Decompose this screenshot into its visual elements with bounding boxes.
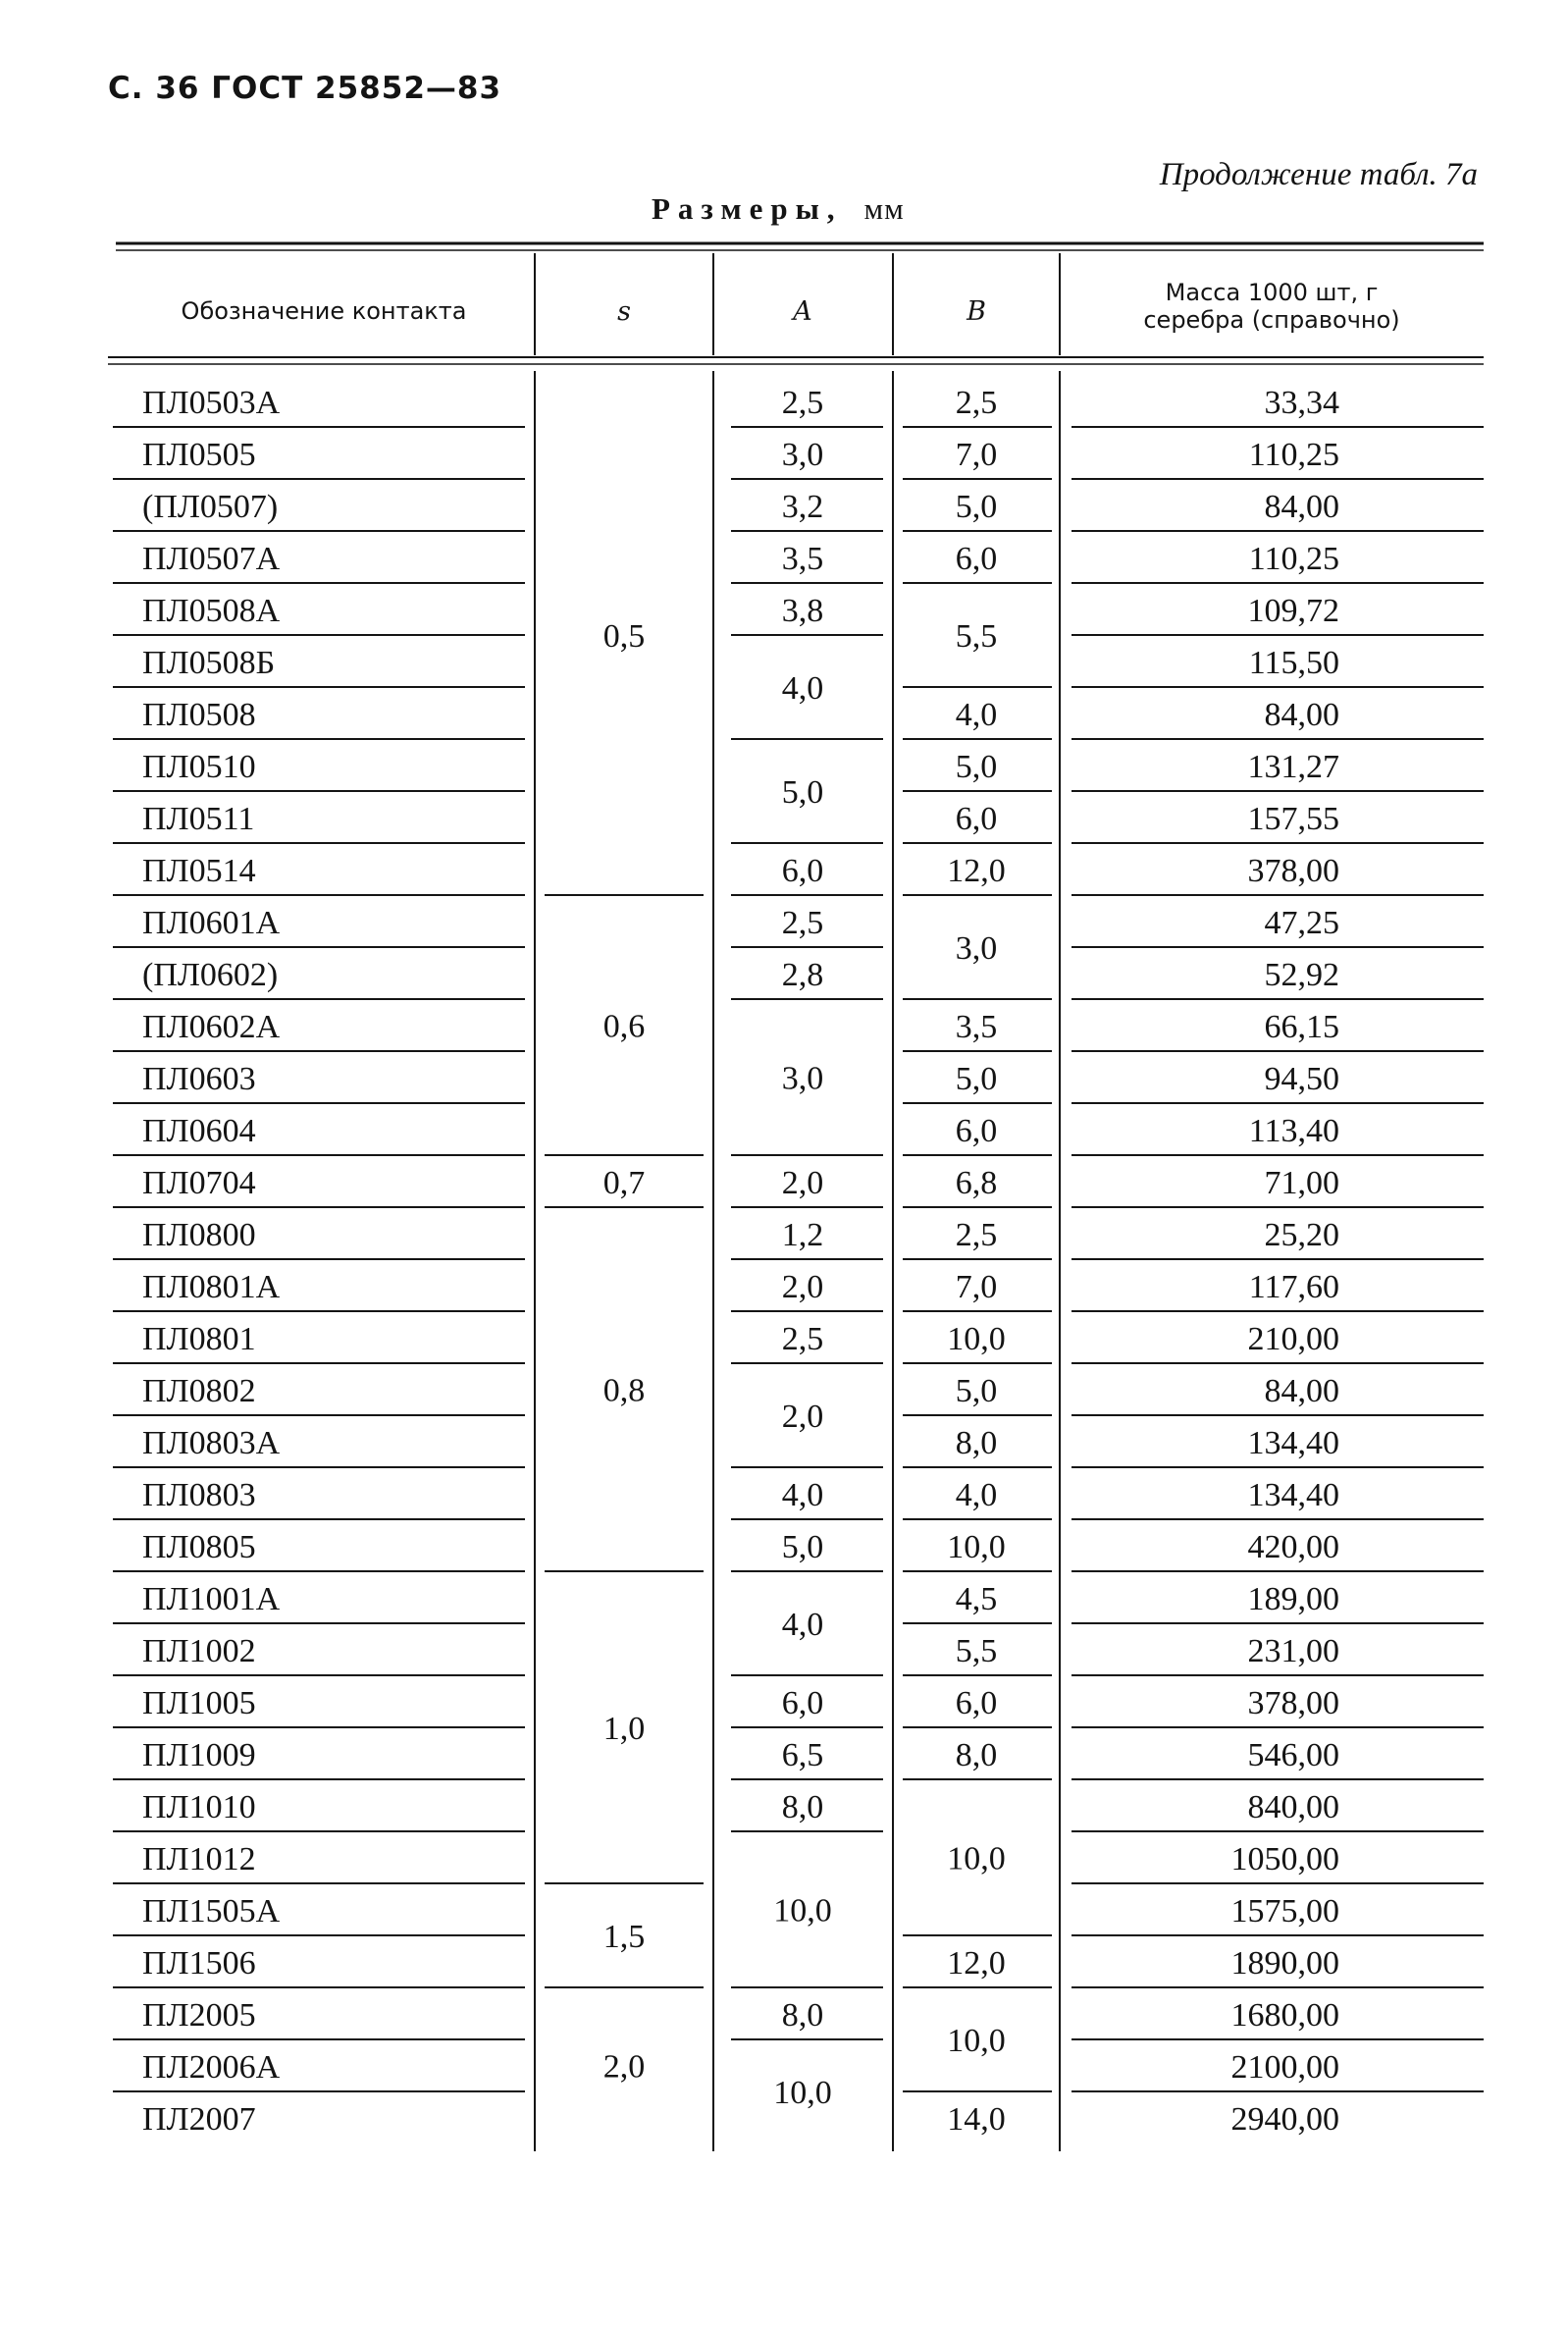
a-cell: 2,0 [781,1269,824,1305]
designation-cell: ПЛ0508 [142,697,256,733]
a-cell: 2,5 [781,385,824,421]
mass-cell: 110,25 [1248,541,1339,577]
a-cell: 5,0 [781,774,824,811]
designation-cell: ПЛ0514 [142,853,256,889]
page-header: С. 36 ГОСТ 25852—83 [108,71,502,106]
b-cell: 6,8 [955,1165,998,1201]
mass-cell: 84,00 [1264,489,1339,525]
s-cell: 1,5 [602,1919,646,1955]
b-cell: 8,0 [955,1737,998,1773]
mass-cell: 2100,00 [1230,2049,1339,2086]
a-cell: 2,5 [781,905,824,941]
dimensions-unit: мм [863,191,905,226]
designation-cell: ПЛ1506 [142,1945,256,1982]
designation-cell: ПЛ0803А [142,1425,281,1461]
b-cell: 5,5 [955,1633,998,1669]
b-cell: 4,0 [955,697,998,733]
b-cell: 8,0 [955,1425,998,1461]
designation-cell: ПЛ1005 [142,1685,256,1721]
a-cell: 4,0 [781,670,824,707]
mass-cell: 84,00 [1264,697,1339,733]
mass-cell: 47,25 [1264,905,1339,941]
designation-cell: ПЛ0704 [142,1165,256,1201]
mass-cell: 94,50 [1264,1061,1339,1097]
designation-cell: ПЛ1009 [142,1737,256,1773]
mass-cell: 1050,00 [1230,1841,1339,1877]
a-cell: 3,2 [781,489,824,525]
b-cell: 5,5 [955,618,998,655]
designation-cell: ПЛ1010 [142,1789,256,1825]
designation-cell: ПЛ0508А [142,593,281,629]
b-cell: 7,0 [955,1269,998,1305]
mass-cell: 210,00 [1247,1321,1339,1357]
designation-cell: ПЛ2006А [142,2049,281,2086]
b-cell: 7,0 [955,437,998,473]
designation-cell: ПЛ1001А [142,1581,281,1617]
a-cell: 2,0 [781,1399,824,1435]
s-cell: 0,6 [602,1008,646,1045]
designation-cell: ПЛ0508Б [142,645,276,681]
a-cell: 3,0 [781,1060,824,1097]
a-cell: 6,0 [781,1685,824,1721]
a-cell: 2,0 [781,1165,824,1201]
designation-cell: ПЛ0803 [142,1477,256,1513]
mass-cell: 134,40 [1247,1425,1339,1461]
designation-cell: ПЛ1002 [142,1633,256,1669]
a-cell: 5,0 [781,1529,824,1565]
b-cell: 12,0 [947,1945,1006,1982]
b-cell: 14,0 [947,2101,1006,2138]
b-cell: 10,0 [947,1840,1006,1877]
mass-cell: 546,00 [1247,1737,1339,1773]
mass-cell: 189,00 [1247,1581,1339,1617]
mass-cell: 117,60 [1248,1269,1339,1305]
designation-cell: ПЛ0511 [142,801,255,837]
column-header-mass-line2: серебра (справочно) [1143,306,1400,334]
mass-cell: 231,00 [1247,1633,1339,1669]
s-cell: 1,0 [602,1711,646,1747]
a-cell: 6,0 [781,853,824,889]
column-header-a: A [793,296,812,327]
designation-cell: ПЛ2005 [142,1997,256,2034]
b-cell: 2,5 [955,1217,998,1253]
a-cell: 2,8 [781,957,824,993]
mass-cell: 1890,00 [1230,1945,1339,1982]
b-cell: 6,0 [955,1113,998,1149]
b-cell: 5,0 [955,1061,998,1097]
designation-cell: ПЛ0505 [142,437,256,473]
mass-cell: 109,72 [1247,593,1339,629]
mass-cell: 52,92 [1264,957,1339,993]
b-cell: 4,5 [955,1581,998,1617]
mass-cell: 420,00 [1247,1529,1339,1565]
a-cell: 3,5 [781,541,824,577]
mass-cell: 71,00 [1264,1165,1339,1201]
designation-cell: ПЛ0801А [142,1269,281,1305]
designation-cell: ПЛ1012 [142,1841,256,1877]
mass-cell: 66,15 [1264,1009,1339,1045]
b-cell: 10,0 [947,1529,1006,1565]
a-cell: 4,0 [781,1477,824,1513]
s-cell: 0,5 [602,618,646,655]
designation-cell: ПЛ0800 [142,1217,256,1253]
a-cell: 10,0 [773,2075,832,2111]
b-cell: 10,0 [947,1321,1006,1357]
s-cell: 2,0 [602,2048,646,2086]
column-header-designation: Обозначение контакта [181,297,467,325]
b-cell: 5,0 [955,749,998,785]
mass-cell: 1575,00 [1230,1893,1339,1930]
column-header-mass-line1: Масса 1000 шт, г [1165,279,1379,306]
dimensions-label: Размеры, [652,191,843,226]
b-cell: 10,0 [947,2023,1006,2059]
mass-cell: 378,00 [1247,853,1339,889]
table-body [113,371,1484,2151]
a-cell: 3,8 [781,593,824,629]
b-cell: 3,5 [955,1009,998,1045]
mass-cell: 157,55 [1247,801,1339,837]
designation-cell: ПЛ0603 [142,1061,256,1097]
b-cell: 5,0 [955,489,998,525]
mass-cell: 1680,00 [1230,1997,1339,2034]
b-cell: 5,0 [955,1373,998,1409]
a-cell: 4,0 [781,1607,824,1643]
b-cell: 3,0 [955,930,998,967]
b-cell: 12,0 [947,853,1006,889]
b-cell: 6,0 [955,801,998,837]
designation-cell: ПЛ0801 [142,1321,256,1357]
mass-cell: 840,00 [1247,1789,1339,1825]
table-header [108,243,1484,364]
mass-cell: 378,00 [1247,1685,1339,1721]
designation-cell: (ПЛ0507) [142,489,279,525]
b-cell: 4,0 [955,1477,998,1513]
mass-cell: 131,27 [1247,749,1339,785]
b-cell: 6,0 [955,1685,998,1721]
s-cell: 0,8 [602,1372,646,1409]
b-cell: 2,5 [955,385,998,421]
table-continuation-label: Продолжение табл. 7а [1159,157,1478,192]
a-cell: 6,5 [781,1737,824,1773]
designation-cell: (ПЛ0602) [142,957,279,993]
designation-cell: ПЛ0604 [142,1113,256,1149]
mass-cell: 115,50 [1248,645,1339,681]
designation-cell: ПЛ0507А [142,541,281,577]
b-cell: 6,0 [955,541,998,577]
column-header-b: B [967,296,986,327]
mass-cell: 33,34 [1264,385,1339,421]
a-cell: 3,0 [781,437,824,473]
designation-cell: ПЛ2007 [142,2101,256,2138]
a-cell: 10,0 [773,1892,832,1930]
designation-cell: ПЛ0510 [142,749,256,785]
mass-cell: 134,40 [1247,1477,1339,1513]
designation-cell: ПЛ0802 [142,1373,256,1409]
designation-cell: ПЛ0503А [142,385,281,421]
a-cell: 1,2 [781,1217,824,1253]
mass-cell: 84,00 [1264,1373,1339,1409]
designation-cell: ПЛ0805 [142,1529,256,1565]
designation-cell: ПЛ1505А [142,1893,281,1930]
a-cell: 2,5 [781,1321,824,1357]
designation-cell: ПЛ0601А [142,905,281,941]
mass-cell: 25,20 [1264,1217,1339,1253]
mass-cell: 110,25 [1248,437,1339,473]
designation-cell: ПЛ0602А [142,1009,281,1045]
mass-cell: 113,40 [1248,1113,1339,1149]
column-header-s: s [617,296,631,327]
s-cell: 0,7 [602,1165,646,1201]
a-cell: 8,0 [781,1997,824,2034]
a-cell: 8,0 [781,1789,824,1825]
mass-cell: 2940,00 [1230,2101,1339,2138]
